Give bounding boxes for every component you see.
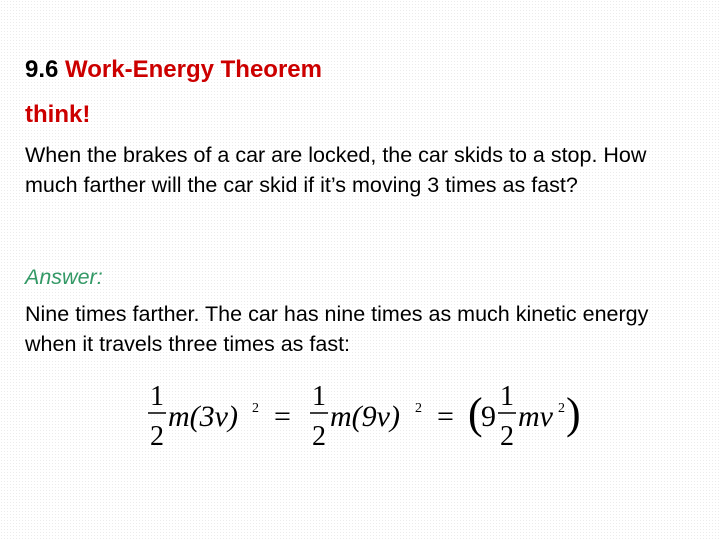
exponent: 2 (252, 401, 259, 416)
fraction-numerator: 1 (312, 381, 326, 412)
fraction-denominator: 2 (312, 421, 326, 452)
exponent: 2 (415, 401, 422, 416)
equals-sign: = (274, 400, 291, 433)
equals-sign: = (437, 400, 454, 433)
think-label: think! (25, 101, 91, 128)
fraction-denominator: 2 (150, 421, 164, 452)
exponent: 2 (558, 401, 565, 416)
question-text: When the brakes of a car are locked, the car skids to a stop. How much farther will the car skid if it’s moving 3 times as fast? (25, 143, 647, 197)
term-m-3v: m(3v) (168, 400, 238, 433)
fraction-denominator: 2 (500, 421, 514, 452)
answer-label: Answer: (25, 265, 103, 289)
section-title: Work-Energy Theorem (65, 56, 322, 83)
answer-text: Nine times farther. The car has nine times as much kinetic energy when it travels three times as fast: (25, 302, 649, 356)
section-number: 9.6 (25, 56, 59, 83)
fraction-numerator: 1 (150, 381, 164, 412)
term-mv: mv (518, 400, 553, 433)
open-paren: ( (468, 389, 483, 438)
term-coefficient-9: 9 (481, 400, 496, 433)
term-m-9v: m(9v) (330, 400, 400, 433)
close-paren: ) (566, 389, 581, 438)
fraction-numerator: 1 (500, 381, 514, 412)
